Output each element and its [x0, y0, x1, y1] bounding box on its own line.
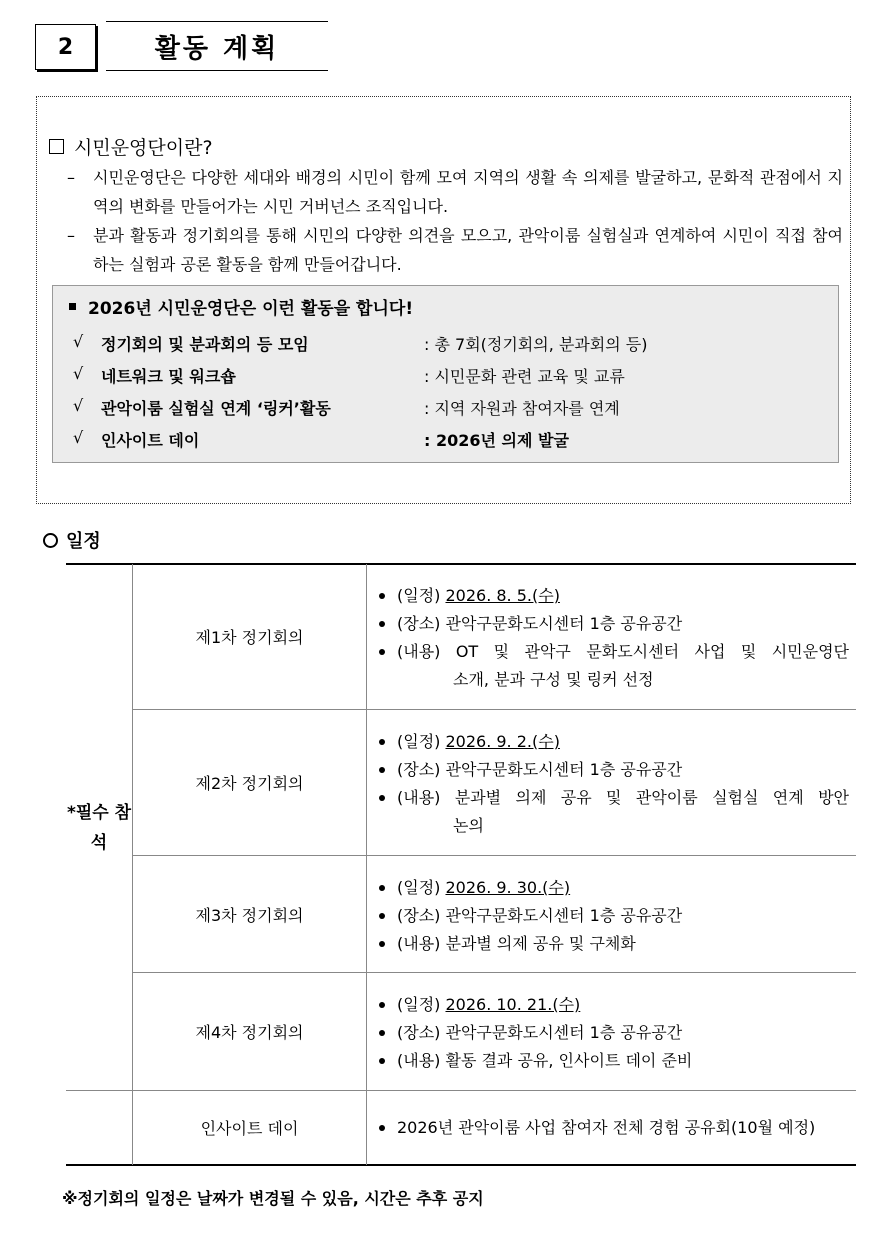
- meeting-content-continued: 논의: [453, 816, 484, 835]
- meeting-content: (내용) 활동 결과 공유, 인사이트 데이 준비: [377, 1047, 849, 1075]
- activity-value: : 시민문화 관련 교육 및 교류: [424, 367, 625, 386]
- checkbox-square-icon: [49, 139, 64, 154]
- dash-icon: –: [67, 226, 75, 245]
- circle-bullet-icon: [43, 533, 58, 548]
- intro-paragraph: [67, 163, 843, 221]
- date-value: 2026. 9. 30.(수): [445, 878, 571, 897]
- section-title: 활동 계획: [106, 21, 328, 71]
- activity-label: 정기회의 및 분과회의 등 모임: [101, 335, 309, 354]
- intro-paragraph-text: 시민운영단은 다양한 세대와 배경의 시민이 함께 모여 지역의 생활 속 의제를 발굴하고, 문화적 관점에서 지역의 변화를 만들어가는 시민 거버넌스 조직입니다.: [93, 168, 843, 216]
- meeting-place: (장소) 관악구문화도시센터 1층 공유공간: [377, 756, 849, 784]
- check-icon: √: [73, 428, 84, 447]
- activity-row: [73, 360, 833, 388]
- check-icon: √: [73, 364, 84, 383]
- activities-heading-text: 2026년 시민운영단은 이런 활동을 합니다!: [88, 299, 414, 319]
- meeting-date: [377, 991, 849, 1019]
- date-value: 2026. 9. 2.(수): [445, 732, 560, 751]
- date-prefix: (일정): [397, 732, 446, 751]
- activity-label: 네트워크 및 워크숍: [101, 367, 236, 386]
- intro-box: [36, 96, 851, 504]
- date-value: 2026. 8. 5.(수): [445, 586, 560, 605]
- schedule-heading: [43, 527, 101, 553]
- activity-row: [73, 392, 833, 420]
- date-prefix: (일정): [397, 586, 446, 605]
- intro-paragraph-text: 분과 활동과 정기회의를 통해 시민의 다양한 의견을 모으고, 관악이룸 실험실과 연계하여 시민이 직접 참여하는 실험과 공론 활동을 함께 만들어갑니다.: [93, 226, 843, 274]
- meeting-date: [377, 874, 849, 902]
- activity-row: [73, 328, 833, 356]
- intro-paragraph: [67, 221, 843, 279]
- date-prefix: (일정): [397, 995, 446, 1014]
- table-bottom-border: [66, 1164, 856, 1166]
- activity-row: [73, 424, 833, 452]
- check-icon: √: [73, 396, 84, 415]
- meeting-date: [377, 728, 849, 756]
- date-prefix: (일정): [397, 878, 446, 897]
- square-bullet-icon: [69, 303, 76, 310]
- meeting-detail: [377, 874, 849, 958]
- activity-value: : 총 7회(정기회의, 분과회의 등): [424, 335, 648, 354]
- table-column-divider: [366, 564, 367, 1165]
- meeting-place: (장소) 관악구문화도시센터 1층 공유공간: [377, 610, 849, 638]
- insight-day-name: 인사이트 데이: [200, 1119, 299, 1138]
- activity-value: : 지역 자원과 참여자를 연계: [424, 399, 620, 418]
- meeting-name: 제4차 정기회의: [195, 1023, 304, 1042]
- activities-heading: [69, 294, 413, 319]
- dash-icon: –: [67, 168, 75, 187]
- footnote: ※정기회의 일정은 날짜가 변경될 수 있음, 시간은 추후 공지: [62, 1189, 484, 1208]
- insight-day-text: 2026년 관악이룸 사업 참여자 전체 경험 공유회(10월 예정): [377, 1114, 849, 1142]
- meeting-content: (내용) OT 및 관악구 문화도시센터 사업 및 시민운영단: [377, 638, 849, 666]
- check-icon: √: [73, 332, 84, 351]
- meeting-name: 제1차 정기회의: [195, 628, 304, 647]
- meeting-detail: [377, 728, 849, 840]
- section-number: 2: [35, 24, 96, 70]
- meeting-content-continued: 소개, 분과 구성 및 링커 선정: [453, 670, 654, 689]
- intro-heading-text: 시민운영단이란?: [74, 137, 213, 159]
- activity-value: : 2026년 의제 발굴: [424, 431, 569, 450]
- date-value: 2026. 10. 21.(수): [445, 995, 581, 1014]
- activity-label: 인사이트 데이: [101, 431, 200, 450]
- meeting-content: (내용) 분과별 의제 공유 및 구체화: [377, 930, 849, 958]
- activity-label: 관악이룸 실험실 연계 ‘링커’활동: [101, 399, 331, 418]
- meeting-place: (장소) 관악구문화도시센터 1층 공유공간: [377, 1019, 849, 1047]
- activities-box: [52, 285, 839, 463]
- meeting-date: [377, 582, 849, 610]
- meeting-name: 제2차 정기회의: [195, 774, 304, 793]
- meeting-detail: [377, 582, 849, 694]
- meeting-place: (장소) 관악구문화도시센터 1층 공유공간: [377, 902, 849, 930]
- intro-heading: [49, 133, 213, 160]
- schedule-heading-text: 일정: [66, 531, 101, 552]
- meeting-content: (내용) 분과별 의제 공유 및 관악이룸 실험실 연계 방안: [377, 784, 849, 812]
- meeting-name: 제3차 정기회의: [195, 905, 304, 925]
- meeting-detail: [377, 991, 849, 1075]
- required-attendance-label: *필수 참석: [66, 803, 132, 853]
- insight-day-detail: [377, 1114, 849, 1142]
